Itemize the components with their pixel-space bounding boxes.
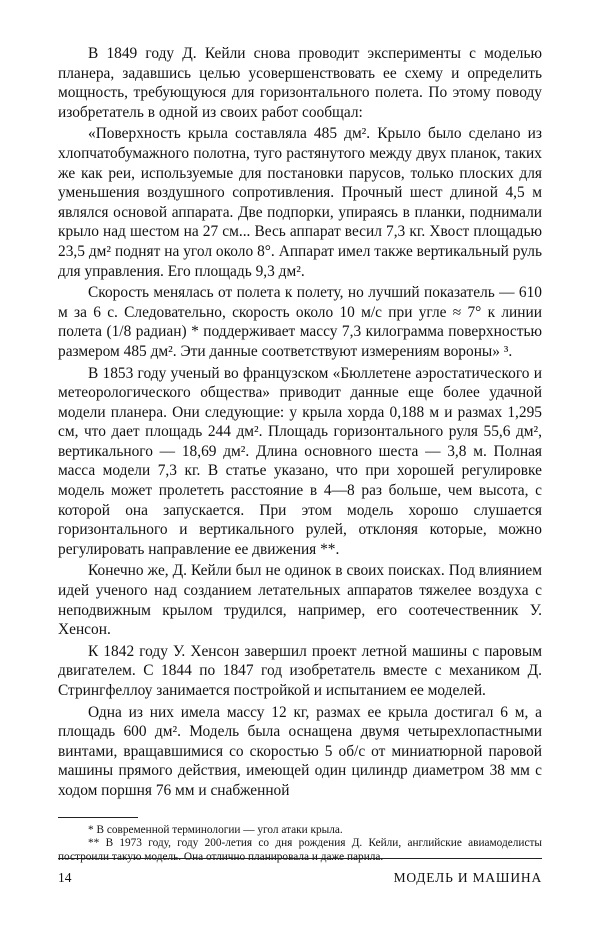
paragraph: К 1842 году У. Хенсон завершил проект летной машины с паровым двигателем. С 1844 по 1847 год изобретатель вместе с механиком Д. Стрингфеллоу занимается постройкой и испытанием ее моделей. <box>58 642 542 699</box>
paragraph: Одна из них имела массу 12 кг, размах ее крыла достигал 6 м, а площадь 600 дм². Модель была оснащена двумя четырехлопастными винтами, вращавшимися со скоростью 5 об/с от миниатюрной паровой машины прямого действия, имеющей один цилиндр диаметром 38 мм с ходом поршня 76 мм и снабженной <box>58 703 542 799</box>
footnote-separator <box>58 817 138 818</box>
paragraph: «Поверхность крыла составляла 485 дм². Крыло было сделано из хлопчатобумажного полотна, туго растянутого между двух планок, таких же как реи, используемые для постановки парусов, только плоских для уменьшения воздушного сопротивления. Прочный шест длиной 4,5 м являлся основой аппарата. Две подпорки, упираясь в планки, поднимали крыло над шестом на 27 см... Весь аппарат весил 7,3 кг. Хвост площадью 23,5 дм² поднят на угол около 8°. Аппарат имел также вертикальный руль для управления. Его площадь 9,3 дм². <box>58 125 542 280</box>
paragraph: В 1853 году ученый во французском «Бюллетене аэростатического и метеорологического общества» приводит данные еще более удачной модели планера. Они следующие: у крыла хорда 0,188 м и размах 1,295 см, что дает площадь 244 дм². Площадь горизонтального руля 55,6 дм², вертикального — 18,69 дм². Длина основного шеста — 3,8 м. Полная масса модели 7,3 кг. В статье указано, что при хорошей регулировке модель может пролететь расстояние в 4—8 раз больше, чем высота, с которой она запускается. При этом модель хорошо слушается горизонтального и вертикального рулей, отклоняя которые, можно регулировать направление ее движения **. <box>58 364 542 558</box>
page-footer <box>58 870 542 886</box>
page-number: 14 <box>58 870 72 885</box>
paragraph: Конечно же, Д. Кейли был не одинок в своих поисках. Под влиянием идей ученого над созданием летательных аппаратов тяжелее воздуха с неподвижным крылом трудился, например, его соотечественник У. Хенсон. <box>58 562 542 639</box>
footnote: ** В 1973 году, году 200-летия со дня рождения Д. Кейли, английские авиамоделисты построили такую модель. Она отлично планировала и даже парила. <box>58 837 542 863</box>
main-text <box>58 44 542 801</box>
paragraph: Скорость менялась от полета к полету, но лучший показатель — 610 м за 6 с. Следовательно, скорость около 10 м/с при угле ≈ 7° к линии полета (1/8 радиан) * поддерживает массу 7,3 килограмма поверхностью размером 485 дм². Эти данные соответствуют измерениям вороны» ³. <box>58 284 542 360</box>
running-title: МОДЕЛЬ И МАШИНА <box>393 870 542 885</box>
paragraph: В 1849 году Д. Кейли снова проводит эксперименты с моделью планера, задавшись целью усовершенствовать ее схему и определить мощность, требующуюся для горизонтального полета. По этому поводу изобретатель в одной из своих работ сообщал: <box>58 45 542 121</box>
footer-rule <box>58 858 542 859</box>
footnote: * В современной терминологии — угол атаки крыла. <box>88 823 343 836</box>
